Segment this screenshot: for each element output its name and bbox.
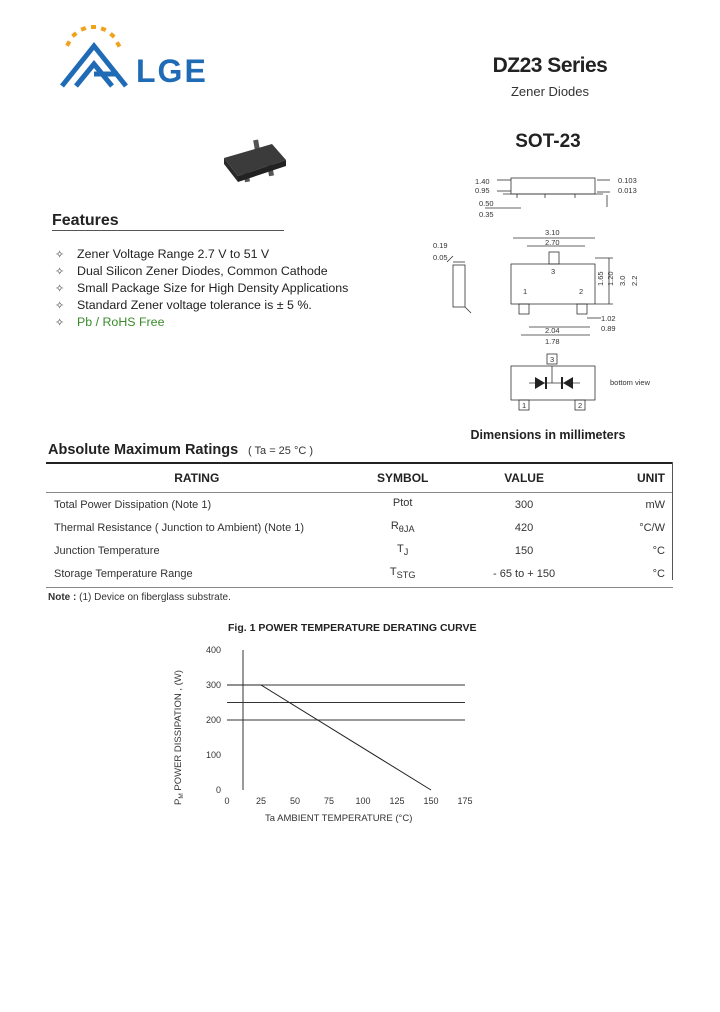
bottom-view-label: bottom view <box>610 378 651 387</box>
pin-label: 2 <box>578 401 583 410</box>
x-tick-label: 175 <box>457 796 473 806</box>
value-cell: - 65 to + 150 <box>458 562 590 588</box>
pin-label: 3 <box>551 267 556 276</box>
dimension-drawing <box>425 170 680 415</box>
dim-label: 0.05 <box>433 253 448 262</box>
y-tick-label: 100 <box>205 750 221 760</box>
dim-label: 1.02 <box>601 314 616 323</box>
list-item <box>55 280 348 297</box>
value-cell: 300 <box>514 498 534 511</box>
dim-label: 2.04 <box>545 326 560 335</box>
symbol-sub: J <box>403 547 409 558</box>
dim-label: 2.70 <box>545 238 560 247</box>
dim-label: 1.40 <box>475 177 490 186</box>
table-row <box>46 562 673 588</box>
series-title: DZ23 Series <box>492 54 608 77</box>
sparkle-icon: ✧ <box>55 300 65 312</box>
feature-list <box>55 246 348 331</box>
series-subtitle: Zener Diodes <box>510 84 590 99</box>
rating-cell: Total Power Dissipation (Note 1) <box>54 498 212 511</box>
dim-label: 0.89 <box>601 324 616 333</box>
dim-label: 0.50 <box>479 199 494 208</box>
symbol-cell <box>348 562 458 588</box>
dim-label: 1.65 <box>596 271 605 286</box>
sparkle-icon: ✧ <box>55 283 65 295</box>
symbol-cell <box>348 516 458 539</box>
footnote <box>48 592 231 603</box>
pin-label: 1 <box>523 287 528 296</box>
features-heading: Features <box>52 212 119 229</box>
table-header-row <box>46 463 673 493</box>
feature-text-rohs: Pb / RoHS Free <box>77 315 165 329</box>
value-cell: 420 <box>514 521 534 534</box>
logo-mountain-mark <box>62 46 126 86</box>
x-axis-label: Ta AMBIENT TEMPERATURE (°C) <box>265 813 413 824</box>
sparkle-icon: ✧ <box>55 317 65 329</box>
symbol-sub: θJA <box>398 524 415 535</box>
feature-text: Dual Silicon Zener Diodes, Common Cathode <box>77 264 328 278</box>
unit-cell: °C/W <box>639 521 665 534</box>
sparkle-icon: ✧ <box>55 266 65 278</box>
dim-label: 0.95 <box>475 186 490 195</box>
dim-label: 0.013 <box>618 186 637 195</box>
note-text: (1) Device on fiberglass substrate. <box>79 592 231 603</box>
pin-label: 2 <box>579 287 584 296</box>
column-header: RATING <box>46 463 348 493</box>
x-tick-label: 75 <box>323 796 335 806</box>
x-tick-label: 100 <box>355 796 371 806</box>
table-right-border <box>672 462 673 580</box>
x-tick-label: 125 <box>389 796 405 806</box>
symbol-cell <box>348 539 458 562</box>
note-label: Note : <box>48 592 77 603</box>
unit-cell: °C <box>590 562 673 588</box>
sot23-package-image <box>218 138 290 188</box>
dim-label: 0.19 <box>433 241 448 250</box>
rating-cell: Thermal Resistance ( Junction to Ambient) (Note 1) <box>54 521 305 534</box>
ratings-table <box>46 462 673 588</box>
symbol-cell <box>348 493 458 517</box>
x-tick-label: 0 <box>224 796 230 806</box>
dimensions-caption: Dimensions in millimeters <box>470 428 626 442</box>
brand-name: LGE <box>136 53 208 89</box>
y-tick-label: 200 <box>205 715 221 725</box>
symbol-main: Ptot <box>392 497 413 510</box>
x-tick-label: 150 <box>423 796 439 806</box>
list-item <box>55 263 348 280</box>
ratings-heading: Absolute Maximum Ratings <box>48 442 239 458</box>
rating-cell: Storage Temperature Range <box>46 562 348 588</box>
table-row <box>46 516 673 539</box>
features-divider <box>52 230 284 231</box>
column-header: UNIT <box>590 463 673 493</box>
symbol-main: T <box>389 566 397 579</box>
feature-text: Standard Zener voltage tolerance is ± 5 %. <box>77 298 312 312</box>
symbol-main: R <box>390 520 399 533</box>
dim-label: 2.2 <box>630 275 639 286</box>
y-tick-label: 400 <box>205 645 221 655</box>
unit-cell: °C <box>652 544 665 557</box>
list-item <box>55 297 348 314</box>
x-tick-label: 25 <box>255 796 267 806</box>
list-item <box>55 246 348 263</box>
value-cell: 150 <box>514 544 534 557</box>
unit-cell: mW <box>645 498 665 511</box>
derating-series-line <box>227 685 431 790</box>
y-axis-label-sub: M <box>178 793 185 799</box>
dim-label: 3.0 <box>618 275 627 286</box>
y-axis-label <box>173 670 185 805</box>
y-axis-label-main: P <box>173 798 184 805</box>
lge-logo <box>58 22 238 92</box>
chart-title: Fig. 1 POWER TEMPERATURE DERATING CURVE <box>228 622 477 634</box>
x-tick-label: 50 <box>289 796 301 806</box>
pin-label: 3 <box>550 355 555 364</box>
column-header: SYMBOL <box>348 463 458 493</box>
y-tick-label: 300 <box>205 680 221 690</box>
pin-label: 1 <box>522 401 527 410</box>
dim-label: 1.78 <box>545 337 560 346</box>
derating-chart <box>165 640 485 830</box>
table-row <box>46 539 673 562</box>
symbol-main: T <box>397 543 404 556</box>
feature-text: Small Package Size for High Density Applications <box>77 281 349 295</box>
rating-cell: Junction Temperature <box>54 544 160 557</box>
symbol-sub: STG <box>396 570 416 581</box>
dim-label: 0.35 <box>479 210 494 219</box>
sparkle-icon: ✧ <box>55 249 65 261</box>
dim-label: 3.10 <box>545 228 560 237</box>
dim-label: 1.20 <box>606 271 615 286</box>
y-tick-label: 0 <box>215 785 221 795</box>
y-axis-label-rest: POWER DISSIPATION , (W) <box>173 670 184 794</box>
list-item <box>55 314 348 331</box>
dim-label: 0.103 <box>618 176 637 185</box>
feature-text: Zener Voltage Range 2.7 V to 51 V <box>77 247 270 261</box>
package-title: SOT-23 <box>515 131 581 152</box>
ratings-condition: ( Ta = 25 °C ) <box>248 445 314 457</box>
table-row <box>46 493 673 517</box>
column-header: VALUE <box>458 463 590 493</box>
